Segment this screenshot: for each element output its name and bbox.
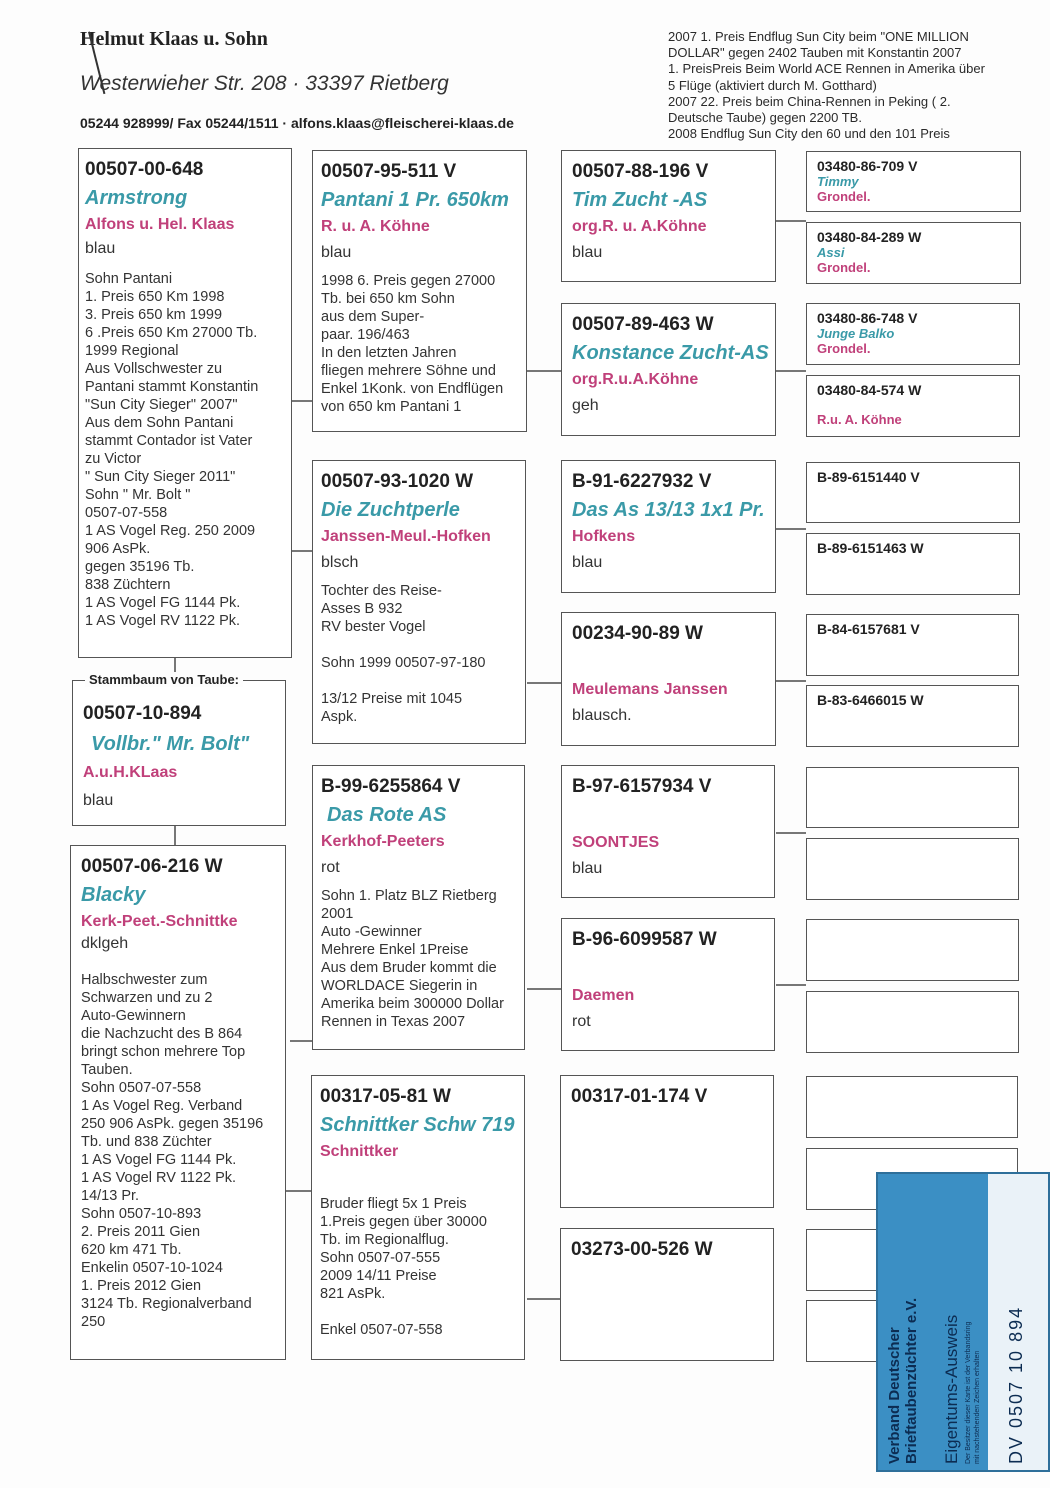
gen4-breeder: Grondel. [817,260,871,275]
card-ring-number: DV 0507 10 894 [1006,1305,1026,1464]
gen4-name: Junge Balko [817,326,895,341]
gen4-box [806,1076,1018,1138]
gen3-breeder: Daemen [572,987,635,1004]
gen2-box [312,765,525,1050]
gen3-name: Tim Zucht -AS [572,189,708,211]
mother-ring: 00507-06-216 W [81,856,223,877]
gen3-name: Konstance Zucht-AS [572,342,769,364]
gen3-color: rot [572,1013,591,1030]
gen2-ring: 00507-95-511 V [321,161,457,182]
gen2-color: blau [321,244,352,261]
subject-color: blau [83,792,114,809]
gen3-breeder: org.R. u. A.Köhne [572,218,707,235]
gen4-ring: B-89-6151440 V [817,469,920,485]
father-name: Armstrong [85,187,188,209]
connector-line [174,826,176,846]
gen4-name: Timmy [817,174,859,189]
gen4-ring: B-84-6157681 V [817,621,920,637]
gen3-color: blau [572,244,603,261]
gen4-box [806,303,1020,365]
connector-line [290,400,312,402]
gen4-box [806,991,1019,1053]
gen3-ring: B-96-6099587 W [572,929,717,950]
connector-line [290,550,312,552]
gen2-name: Pantani 1 Pr. 650km [321,189,509,211]
gen3-name: Das As 13/13 1x1 Pr. [572,499,765,521]
gen2-box [311,1075,525,1360]
ownership-card [876,1172,1050,1472]
gen3-color: geh [572,397,599,414]
subject-name: Vollbr." Mr. Bolt" [91,733,250,755]
card-organization: Verband Deutscher Brieftaubenzüchter e.V. [886,1297,920,1464]
gen4-box [806,462,1020,523]
gen2-info: 1998 6. Preis gegen 27000 Tb. bei 650 km Sohn aus dem Super- paar. 196/463 In den letzten Jahren fliegen mehrere Söhne und Enkel 1Konk. von Endflügen von 650 km Pantani 1 [321,273,504,415]
breeder-address: Westerwieher Str. 208 · 33397 Rietberg [80,72,449,95]
connector-line [776,370,806,372]
mother-name: Blacky [81,884,146,906]
gen4-box [806,838,1019,900]
mother-color: dklgeh [81,935,129,952]
gen3-breeder: SOONTJES [572,834,660,851]
gen2-name: Schnittker Schw 719 [320,1114,515,1136]
subject-box [72,680,286,826]
stammbaum-label: Stammbaum von Taube: [85,672,243,687]
gen4-name: Assi [817,245,845,260]
card-subtitle: Der Besitzer dieser Karte ist der Verbandsring mit nachstehenden Zeichen erhalten [965,1321,981,1464]
connector-line [776,528,806,530]
gen2-box [312,150,527,432]
mother-breeder: Kerk-Peet.-Schnittke [81,913,238,930]
connector-line [776,984,806,986]
gen2-box [312,460,526,744]
connector-line [527,1298,561,1300]
gen3-color: blausch. [572,707,632,724]
gen4-breeder: R.u. A. Köhne [817,412,902,427]
gen3-ring: 00234-90-89 W [572,623,703,644]
connector-line [285,1190,312,1192]
gen3-box [561,150,776,282]
mother-info: Halbschwester zum Schwarzen und zu 2 Auto-Gewinnern die Nachzucht des B 864 bringt schon mehrere Top Tauben. Sohn 0507-07-558 1 As Vogel Reg. Verband 250 906 AsPk. gegen 35196 Tb. und 838 Züchter 1 AS Vogel FG 1144 Pk. 1 AS Vogel RV 1122 Pk. 14/13 Pr. Sohn 0507-10-893 2. Preis 2011 Gien 620 km 471 Tb. Enkelin 0507-10-1024 1. Preis 2012 Gien 3124 Tb. Regionalverband 250 [81,972,264,1330]
gen3-box [560,1075,774,1208]
gen2-color: rot [321,859,340,876]
gen3-ring: 03273-00-526 W [571,1239,713,1260]
connector-line [776,680,806,682]
gen4-breeder: Grondel. [817,341,871,356]
connector-line [527,988,561,990]
breeder-contact: 05244 928999/ Fax 05244/1511 · alfons.klaas@fleischerei-klaas.de [80,115,514,131]
achievements-text: 2007 1. Preis Endflug Sun City beim "ONE MILLION DOLLAR" gegen 2402 Tauben mit Konstantin 2007 1. PreisPreis Beim World ACE Rennen in Amerika über 5 Flüge (aktiviert durch M. Gotthard) 2007 22. Preis beim China-Rennen in Peking ( 2. Deutsche Taube) gegen 2200 TB. 2008 Endflug Sun City den 60 und den 101 Preis [668,29,985,142]
mother-box [70,845,286,1360]
father-ring: 00507-00-648 [85,159,204,180]
gen3-breeder: Meulemans Janssen [572,681,728,698]
gen3-ring: B-97-6157934 V [572,776,712,797]
gen4-box [806,222,1021,284]
gen3-box [561,612,776,746]
gen2-breeder: Kerkhof-Peeters [321,833,445,850]
gen3-box [561,765,775,898]
connector-line [527,370,561,372]
gen3-box [561,303,776,436]
gen2-ring: 00317-05-81 W [320,1086,451,1107]
gen4-ring: 03480-86-748 V [817,310,918,326]
gen2-ring: B-99-6255864 V [321,776,461,797]
gen3-ring: 00507-89-463 W [572,314,714,335]
gen4-box [806,533,1020,595]
gen3-color: blau [572,554,603,571]
gen3-ring: 00317-01-174 V [571,1086,708,1107]
gen3-ring: B-91-6227932 V [572,471,712,492]
subject-breeder: A.u.H.KLaas [83,764,178,781]
gen4-ring: 03480-84-289 W [817,229,922,245]
gen2-breeder: Schnittker [320,1143,399,1160]
breeder-name: Helmut Klaas u. Sohn [80,28,268,50]
gen4-ring: B-89-6151463 W [817,540,924,556]
gen4-ring: 03480-84-574 W [817,382,922,398]
gen2-name: Das Rote AS [327,804,447,826]
card-title: Eigentums-Ausweis [942,1314,961,1464]
gen4-ring: B-83-6466015 W [817,692,924,708]
connector-line [290,1040,312,1042]
subject-ring: 00507-10-894 [83,703,202,724]
gen2-breeder: Janssen-Meul.-Hofken [321,528,491,545]
connector-line [776,832,806,834]
gen3-breeder: Hofkens [572,528,636,545]
gen4-box [806,919,1019,981]
gen3-box [560,1228,774,1361]
connector-line [527,682,561,684]
gen4-box [806,685,1019,747]
father-info: Sohn Pantani 1. Preis 650 Km 1998 3. Preis 650 km 1999 6 .Preis 650 Km 27000 Tb. 1999 Regional Aus Vollschwester zu Pantani stammt Konstantin "Sun City Sieger" 2007" Aus dem Sohn Pantani stammt Contador ist Vater zu Victor " Sun City Sieger 2011" Sohn " Mr. Bolt " 0507-07-558 1 AS Vogel Reg. 250 2009 906 AsPk. gegen 35196 Tb. 838 Züchtern 1 AS Vogel FG 1144 Pk. 1 AS Vogel RV 1122 Pk. [85,271,259,629]
gen2-breeder: R. u. A. Köhne [321,218,430,235]
gen3-box [561,460,776,593]
father-box [78,148,292,658]
father-color: blau [85,240,116,257]
gen3-color: blau [572,860,603,877]
gen4-box [806,767,1019,828]
gen2-color: blsch [321,554,359,571]
gen4-box [806,151,1021,212]
gen3-box [561,918,775,1051]
gen2-info: Tochter des Reise- Asses B 932 RV bester Vogel Sohn 1999 00507-97-180 13/12 Preise mit 1045 Aspk. [321,583,486,725]
gen2-name: Die Zuchtperle [321,499,460,521]
gen2-info: Bruder fliegt 5x 1 Preis 1.Preis gegen über 30000 Tb. im Regionalflug. Sohn 0507-07-555 2009 14/11 Preise 821 AsPk. Enkel 0507-07-558 [320,1196,487,1338]
connector-line [776,220,806,222]
gen2-ring: 00507-93-1020 W [321,471,474,492]
gen4-ring: 03480-86-709 V [817,158,918,174]
gen3-ring: 00507-88-196 V [572,161,709,182]
gen4-breeder: Grondel. [817,189,871,204]
gen4-box [806,375,1020,437]
gen3-breeder: org.R.u.A.Köhne [572,371,699,388]
gen2-info: Sohn 1. Platz BLZ Rietberg 2001 Auto -Gewinner Mehrere Enkel 1Preise Aus dem Bruder kommt die WORLDACE Siegerin in Amerika beim 300000 Dollar Rennen in Texas 2007 [321,888,504,1030]
father-breeder: Alfons u. Hel. Klaas [85,216,235,233]
gen4-box [806,614,1019,676]
